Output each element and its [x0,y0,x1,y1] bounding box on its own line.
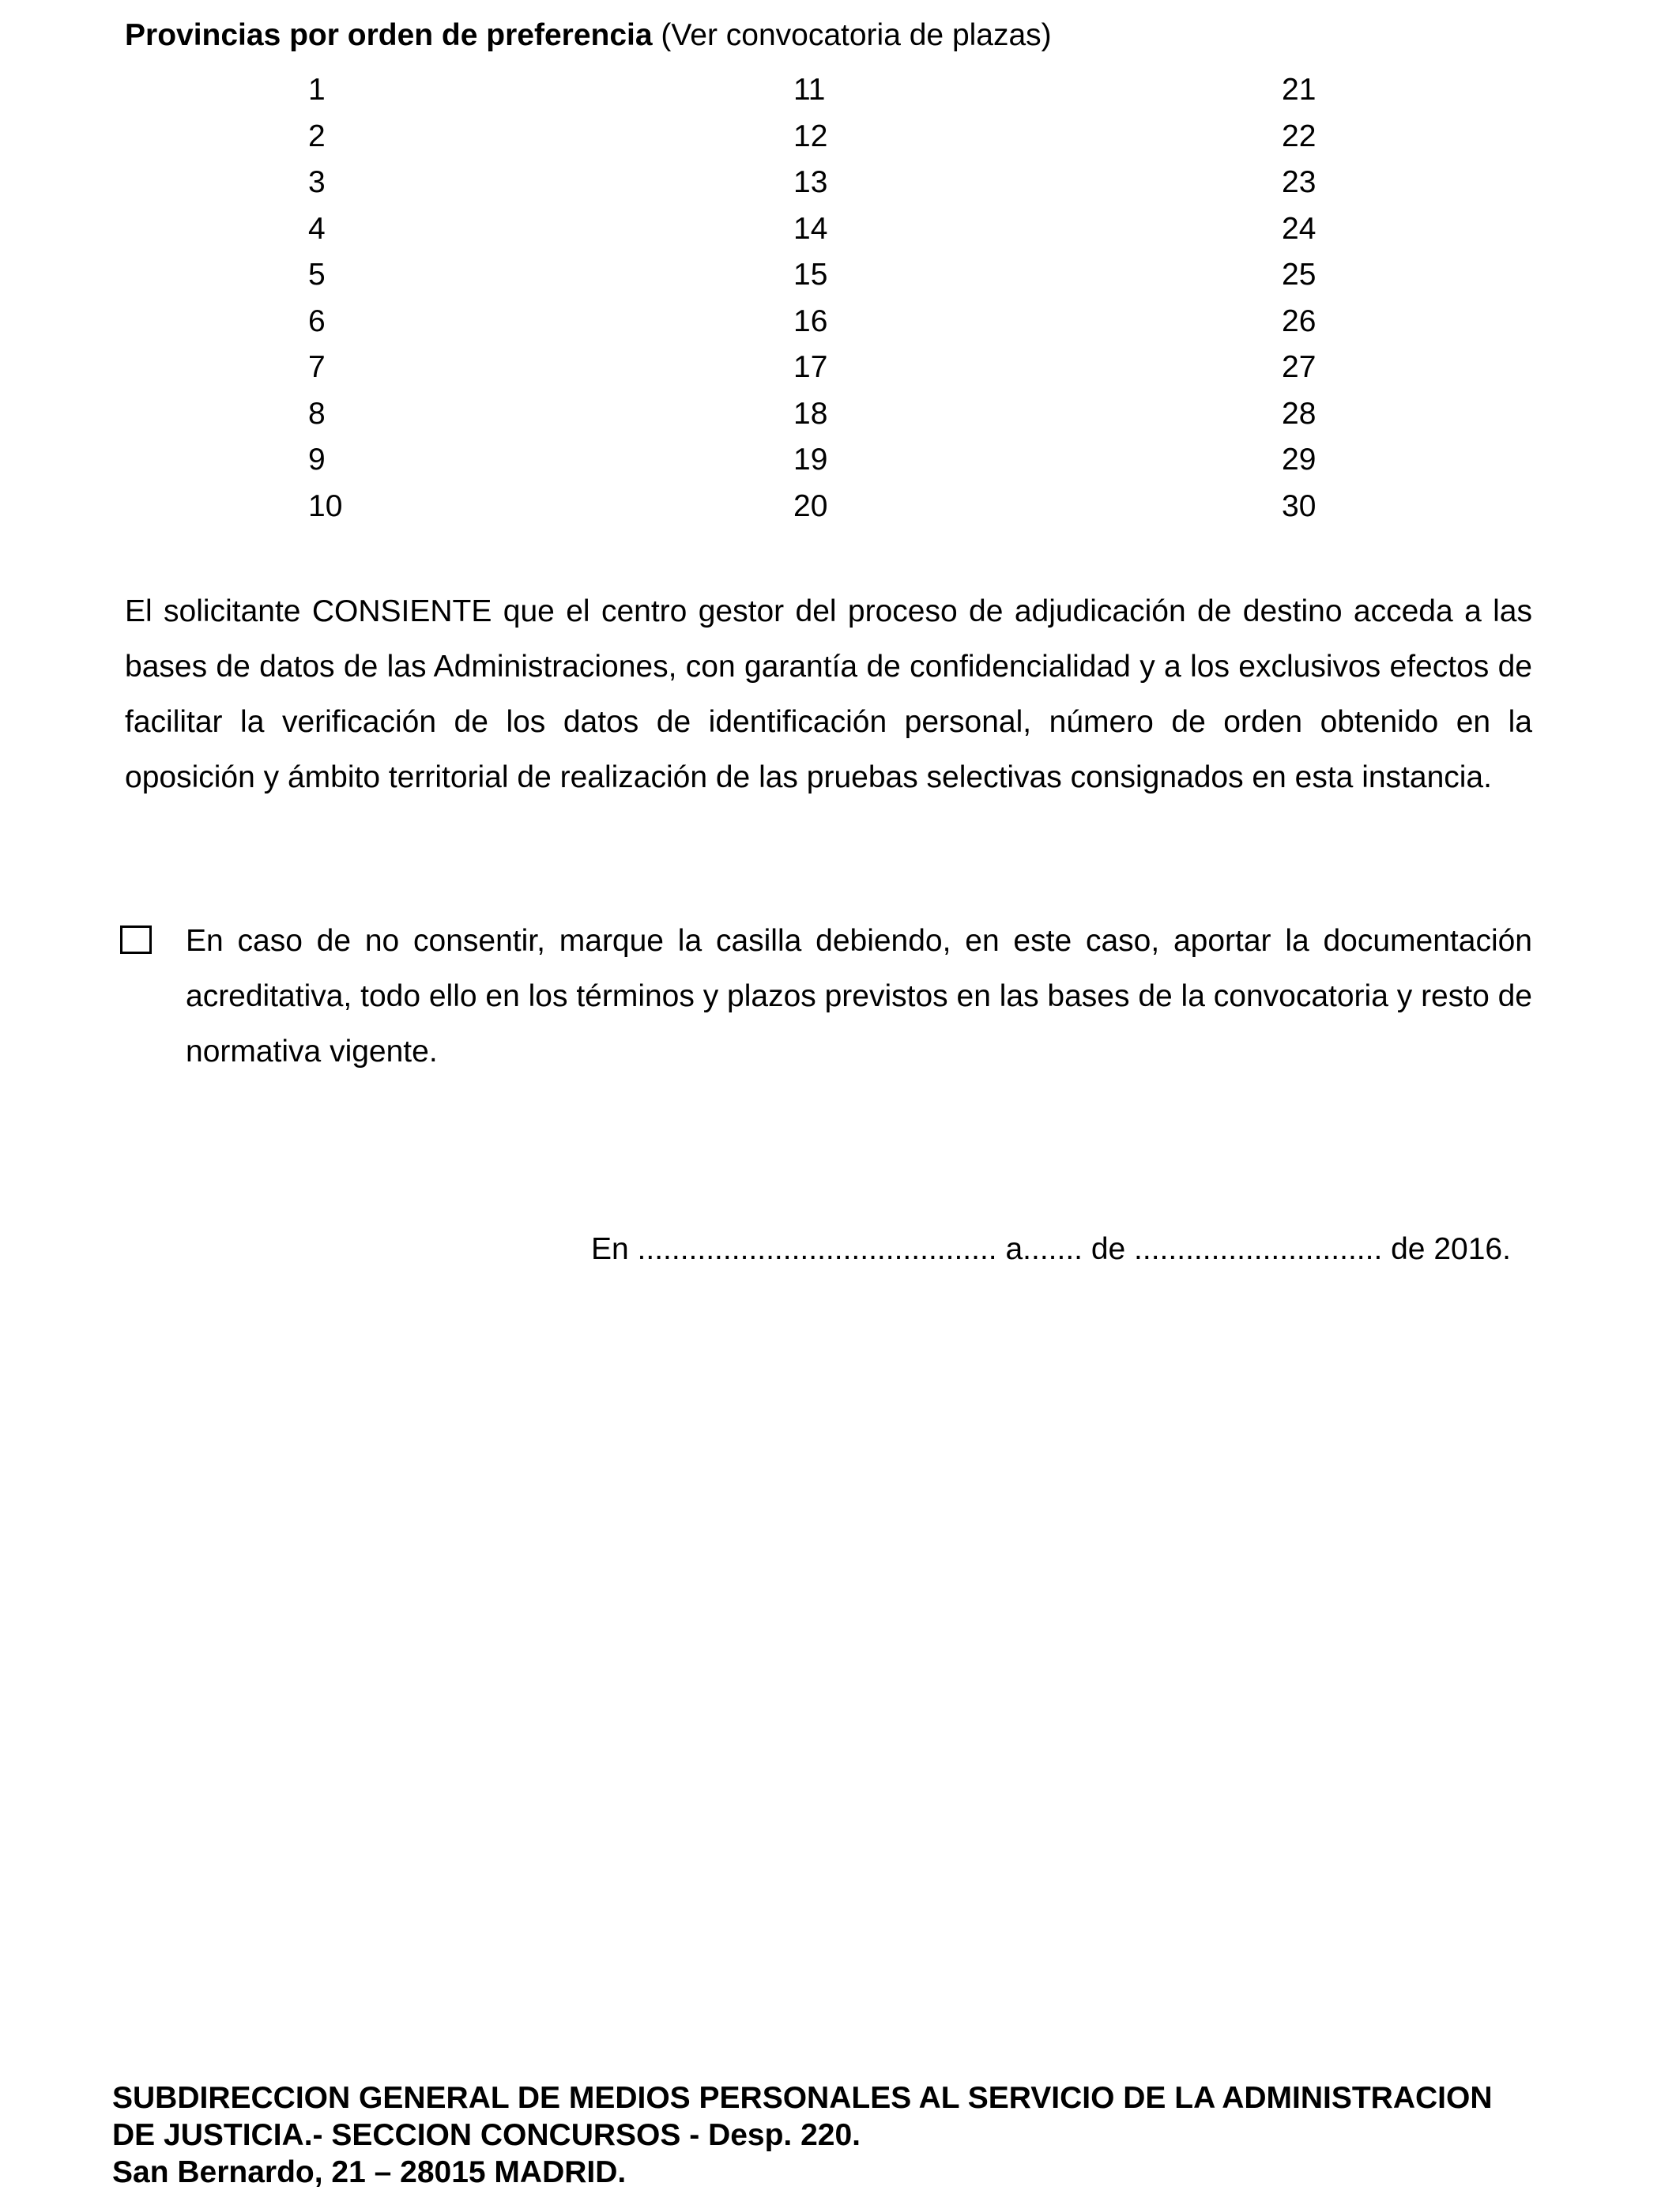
footer-line-3: San Bernardo, 21 – 28015 MADRID. [112,2155,627,2189]
preference-number: 23 [1282,165,1317,199]
preference-number: 9 [308,443,326,477]
preference-number: 1 [308,73,326,107]
preference-number: 8 [308,396,326,431]
preference-number: 19 [793,443,828,477]
preference-number: 10 [308,488,343,523]
preference-number: 5 [308,258,326,292]
preference-number: 28 [1282,396,1317,431]
preference-number: 3 [308,165,326,199]
preference-number: 7 [308,350,326,384]
preference-number: 18 [793,396,828,431]
preference-column-2 [793,67,827,530]
preference-column-1 [308,67,342,530]
preference-number: 27 [1282,350,1317,384]
preference-number: 26 [1282,303,1317,338]
consent-paragraph: El solicitante CONSIENTE que el centro gestor del proceso de adjudicación de destino acceda a las bases de datos de las Administraciones, con garantía de confidencialidad y a los exclusivos efectos de facilitar la verificación de los datos de identificación personal, número de orden obtenido en la oposición y ámbito territorial de realización de las pruebas selectivas consignados en esta instancia. [125,594,1532,794]
preference-number: 24 [1282,211,1317,246]
provinces-heading-bold: Provincias por orden de preferencia [125,18,653,52]
preference-number: 16 [793,303,828,338]
preference-number: 25 [1282,258,1317,292]
no-consent-checkbox[interactable] [120,925,152,954]
date-place-line: En .......................................... a....... de ............................. de 2016. [591,1232,1511,1266]
preference-number: 4 [308,211,326,246]
preference-number: 22 [1282,119,1317,153]
preference-number: 29 [1282,443,1317,477]
provinces-heading-note: (Ver convocatoria de plazas) [661,18,1052,52]
footer-address [112,2079,1493,2191]
preference-number: 11 [793,73,826,107]
footer-line-2: DE JUSTICIA.- SECCION CONCURSOS - Desp. 220. [112,2118,861,2152]
optout-paragraph: En caso de no consentir, marque la casilla debiendo, en este caso, aportar la documentación acreditativa, todo ello en los términos y plazos previstos en las bases de la convocatoria y resto de normativa vigente. [186,924,1532,1069]
footer-line-1: SUBDIRECCION GENERAL DE MEDIOS PERSONALES AL SERVICIO DE LA ADMINISTRACION [112,2081,1493,2115]
preference-number: 6 [308,303,326,338]
preference-number: 13 [793,165,828,199]
preference-number: 15 [793,258,828,292]
provinces-heading [125,16,1052,55]
preference-number: 2 [308,119,326,153]
preference-number: 12 [793,119,828,153]
preference-number: 20 [793,488,828,523]
preference-number: 30 [1282,488,1317,523]
preference-column-3 [1282,67,1316,530]
preference-number: 14 [793,211,828,246]
preference-number: 21 [1282,73,1317,107]
preference-number: 17 [793,350,828,384]
